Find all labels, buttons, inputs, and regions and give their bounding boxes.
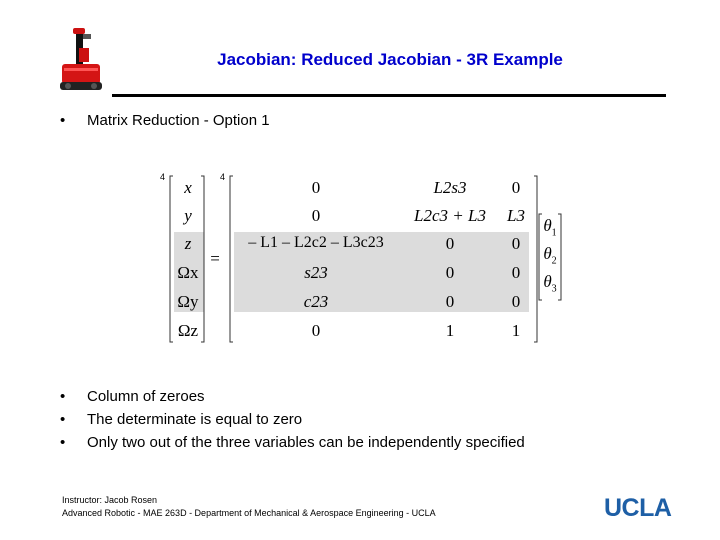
bullet-text: Column of zeroes [87, 388, 205, 405]
jacobian-r3-c2: 0 [445, 234, 455, 253]
footer-course: Advanced Robotic - MAE 263D - Department of Mechanical & Aerospace Engineering - UCLA [62, 508, 436, 518]
bullet-text: Only two out of the three variables can be independently specified [87, 434, 525, 451]
jacobian-r5-c1: c23 [303, 292, 329, 311]
footer-instructor: Instructor: Jacob Rosen [62, 495, 158, 505]
jacobian-bracket [226, 174, 542, 344]
lhs-x: x [184, 178, 192, 197]
bullet-text: The determinate is equal to zero [87, 411, 303, 428]
jacobian-r5-c3: 0 [511, 292, 521, 311]
jacobian-r5-c2: 0 [445, 292, 455, 311]
jacobian-r3-c1: – L1 – L2c2 – L3c23 [248, 234, 384, 251]
jacobian-r4-c3: 0 [511, 263, 521, 282]
bullet-marker: • [60, 112, 66, 129]
equals-sign: = [210, 249, 220, 268]
title-divider [112, 94, 666, 97]
intro-text: Matrix Reduction - Option 1 [87, 112, 270, 129]
bullet-marker: • [60, 411, 66, 428]
theta-2: $\theta_2$ [543, 244, 557, 267]
theta-3: $\theta_3$ [543, 272, 557, 295]
bullet-marker: • [60, 388, 66, 405]
jacobian-r6-c2: 1 [445, 321, 455, 340]
bullet-marker: • [60, 434, 66, 451]
lhs-bracket [166, 174, 208, 344]
lhs-omega-y: Ωy [177, 292, 199, 311]
jacobian-r6-c1: 0 [311, 321, 321, 340]
right-superscript: 4 [220, 172, 226, 182]
jacobian-r2-c2: L2c3 + L3 [414, 206, 486, 225]
theta-3-subscript: 3 [551, 283, 557, 295]
footer [62, 494, 436, 520]
theta-1: $\theta_1$ [543, 216, 557, 239]
ucla-logo: UCLA [604, 494, 672, 522]
jacobian-r4-c2: 0 [445, 263, 455, 282]
jacobian-r1-c2: L2s3 [433, 178, 467, 197]
lhs-omega-x: Ωx [177, 263, 199, 282]
robot-logo [56, 26, 108, 96]
jacobian-r1-c1: 0 [311, 178, 321, 197]
slide-title: Jacobian: Reduced Jacobian - 3R Example [217, 50, 563, 69]
jacobian-r1-c3: 0 [511, 178, 521, 197]
lhs-z: z [184, 234, 192, 253]
jacobian-r3-c3: 0 [511, 234, 521, 253]
jacobian-r6-c3: 1 [511, 321, 521, 340]
left-superscript: 4 [160, 172, 166, 182]
lhs-y: y [184, 206, 192, 225]
jacobian-r2-c1: 0 [311, 206, 321, 225]
jacobian-r4-c1: s23 [304, 263, 328, 282]
theta-1-subscript: 1 [551, 227, 557, 239]
jacobian-r2-c3: L3 [507, 206, 525, 225]
theta-2-subscript: 2 [551, 255, 557, 267]
lhs-omega-z: Ωz [177, 321, 199, 340]
